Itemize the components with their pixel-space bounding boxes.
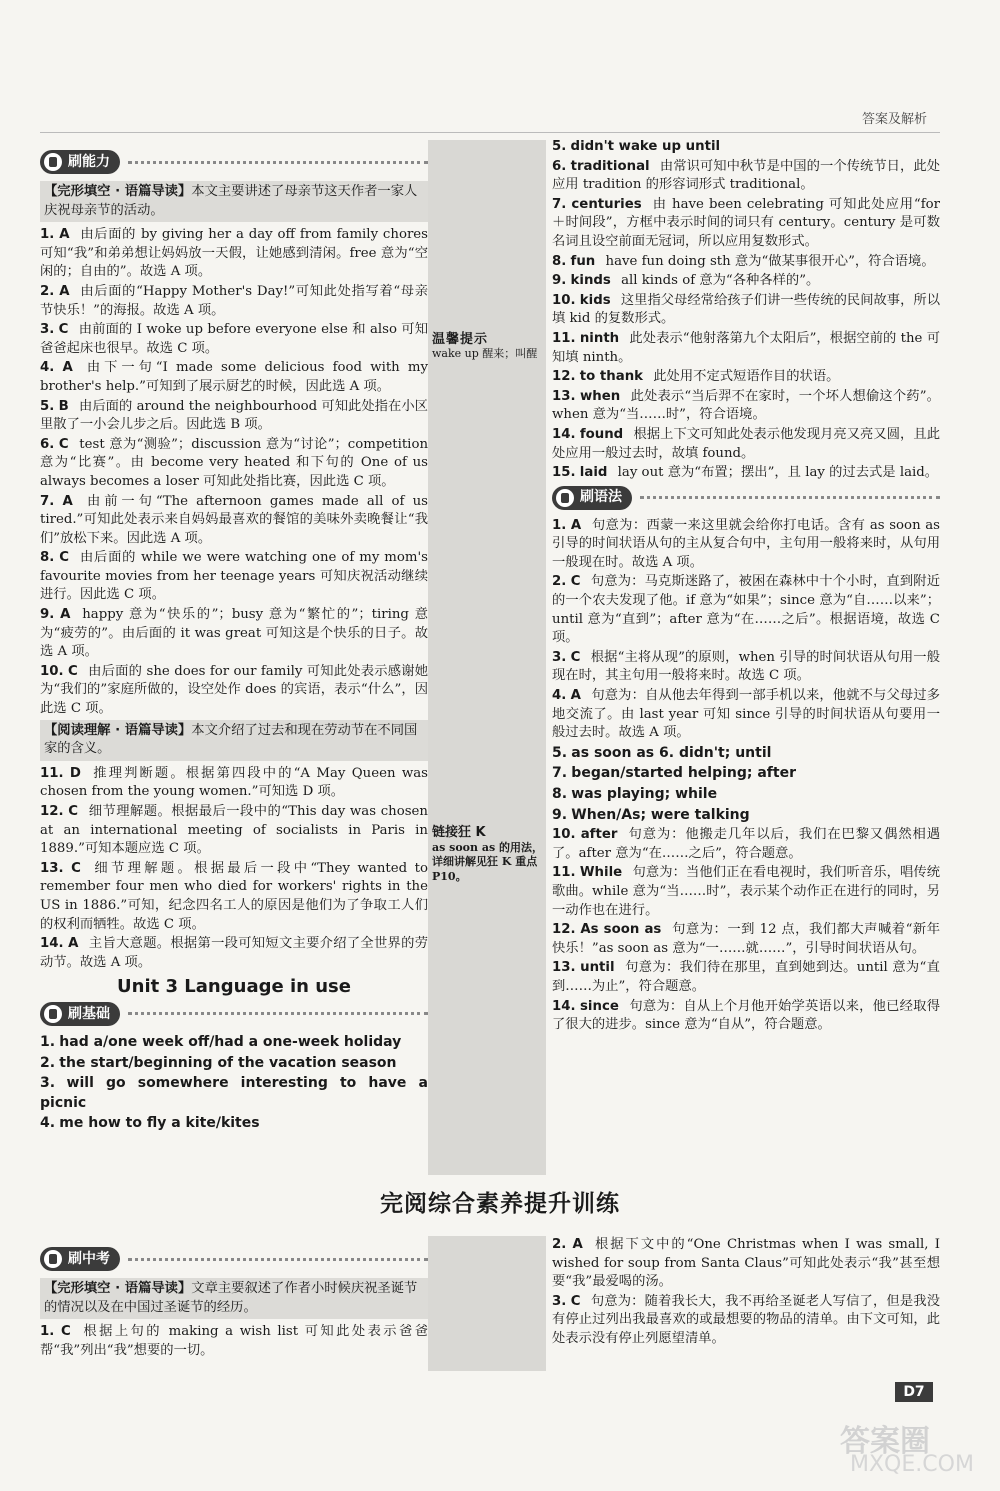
answer-item — [552, 764, 940, 784]
item-number: 11. — [552, 330, 576, 346]
item-answer: kids — [579, 292, 611, 308]
answer-item — [40, 321, 428, 358]
pen-icon — [44, 1005, 62, 1023]
item-explanation: 此处表示“当后羿不在家时，一个坏人想偷这个药”。when 意为“当……时”，符合语境。 — [552, 388, 940, 423]
item-number: 8. — [40, 550, 55, 566]
item-number: 15. — [552, 465, 576, 481]
item-answer: kinds — [570, 273, 611, 289]
item-explanation: 此处用不定式短语作目的状语。 — [653, 369, 840, 385]
item-explanation: 由下一句“I made some delicious food with my brother's help.”可知到了展示厨艺的时候，因此选 A 项。 — [40, 360, 428, 394]
item-explanation: 由后面的 she does for our family 可知此处表示感谢她为“我们的”家庭所做的，设空处作 does 的宾语，表示“什么”，因此选 C 项。 — [40, 663, 428, 717]
item-answer: C — [68, 804, 79, 819]
item-explanation: lay out 意为“布置；摆出”，且 lay 的过去式是 laid。 — [617, 465, 939, 481]
answer-item — [552, 517, 940, 573]
tag-label: 刷语法 — [580, 489, 622, 506]
item-number: 13. — [552, 960, 576, 976]
item-answer: A — [59, 283, 70, 299]
pen-icon — [556, 489, 574, 507]
item-explanation: 根据下文中的“One Christmas when I was small, I wished for soup from Santa Claus”可知此处表示“我”甚至想要“我”最爱喝的汤。 — [552, 1237, 940, 1290]
item-explanation: 由后面的“Happy Mother's Day!”可知此处指写着“母亲节快乐！”的海报。故选 A 项。 — [40, 283, 428, 318]
item-answer: didn't wake up until — [570, 139, 721, 154]
item-explanation: 由 have been celebrating 可知此处应用“for＋时间段”，方框中表示时间的词只有 century。century 是可数名词且设空前面无冠词，所以应用复数形式。 — [552, 196, 940, 249]
answer-item — [40, 549, 428, 605]
item-number: 2. — [552, 574, 567, 590]
item-answer: C — [59, 550, 70, 566]
guide-box — [40, 720, 428, 761]
bottom-right-column — [552, 1236, 940, 1350]
answer-item — [552, 1236, 940, 1292]
pen-icon — [44, 153, 62, 171]
answer-list — [40, 226, 428, 718]
tag-label: 刷基础 — [68, 1005, 110, 1022]
item-explanation: 句意为：一到 12 点，我们都大声喊着“新年快乐！”as soon as 意为“一……就……”，引导时间状语从句。 — [552, 922, 941, 956]
answer-item — [552, 464, 940, 483]
item-answer: While — [579, 865, 623, 881]
item-number: 12. — [552, 369, 576, 385]
sidebar-strip — [428, 140, 546, 1175]
answer-item — [552, 368, 940, 387]
item-explanation: 根据上句的 making a wish list 可知此处表示爸爸帮“我”列出“我”想要的一切。 — [40, 1324, 429, 1358]
watermark-url: MXQE.COM — [850, 1452, 974, 1477]
item-number: 10. — [40, 663, 64, 679]
answer-item — [552, 864, 940, 920]
answer-list — [552, 826, 940, 1035]
link-title: 链接狂 K — [432, 825, 486, 840]
item-number: 7. — [552, 765, 568, 782]
item-explanation: 由前面的 I woke up before everyone else 和 also 可知爸爸起床也很早。故选 C 项。 — [40, 322, 428, 356]
answer-item — [40, 398, 428, 435]
item-number: 13. — [40, 860, 64, 876]
item-explanation: 句意为：马克斯迷路了，被困在森林中十个小时，直到附近的一个农夫发现了他。if 意为“如果”；since 意为“自……以来”；until 意为“直到”；after 意为“在……之后”。根据语境，故选 C 项。 — [552, 574, 941, 646]
answer-item — [40, 935, 428, 972]
answer-item — [552, 1293, 940, 1349]
answer-item — [552, 138, 940, 157]
answer-item — [552, 426, 940, 463]
link-note — [432, 826, 544, 884]
watermark-logo: 答案圈 — [840, 1424, 930, 1459]
answer-list — [552, 138, 940, 483]
guide-title: 【完形填空 · 语篇导读】 — [44, 184, 192, 199]
item-explanation: test 意为“测验”；discussion 意为“讨论”；competition 意为“比赛”。由 become very heated 和下句的 One of us always becomes a loser 可知此处指比赛，因此选 C 项。 — [40, 436, 429, 489]
item-answer: A — [62, 493, 73, 509]
item-answer: C — [58, 322, 69, 338]
item-explanation: 句意为：西蒙一来这里就会给你打电话。含有 as soon as 引导的时间状语从句的主从复合句中，主句用一般将来时，从句用一般现在时。故选 A 项。 — [552, 517, 940, 570]
answer-item — [552, 158, 940, 195]
header-divider — [40, 132, 940, 133]
item-explanation: 句意为：我们待在那里，直到她到达。until 意为“直到……为止”，符合题意。 — [552, 960, 940, 994]
item-answer: centuries — [571, 196, 642, 212]
item-explanation: When/As; were talking — [571, 806, 750, 823]
item-answer: until — [580, 960, 615, 976]
item-answer: after — [580, 827, 618, 843]
item-answer: A — [60, 607, 71, 623]
answer-item — [552, 272, 940, 291]
item-number: 11. — [552, 865, 576, 881]
bottom-left-column — [40, 1244, 428, 1361]
item-answer: since — [580, 998, 619, 1014]
item-explanation: will go somewhere interesting to have a picnic — [40, 1075, 428, 1111]
item-explanation: as soon as 6. didn't; until — [571, 744, 772, 761]
item-answer: C — [570, 574, 581, 590]
answer-list — [40, 1323, 428, 1360]
item-number: 1. — [40, 227, 55, 243]
answer-list — [552, 744, 940, 825]
item-number: 6. — [552, 158, 567, 174]
item-number: 7. — [40, 493, 55, 509]
answer-item — [552, 998, 940, 1035]
answer-item — [40, 1323, 428, 1360]
guide-title: 【阅读理解 · 语篇导读】 — [44, 722, 192, 738]
item-number: 8. — [552, 253, 567, 269]
item-explanation: 这里指父母经常给孩子们讲一些传统的民间故事，所以填 kid 的复数形式。 — [552, 292, 940, 327]
item-answer: A — [570, 517, 582, 533]
answer-item — [552, 573, 940, 647]
answer-item — [40, 1074, 428, 1113]
guide-box — [40, 181, 428, 222]
item-answer: C — [67, 663, 78, 679]
item-number: 2. — [40, 1054, 56, 1071]
answer-item — [40, 1054, 428, 1074]
header-title: 答案及解析 — [862, 112, 928, 127]
item-number: 4. — [40, 360, 55, 376]
tip-title: 温馨提示 — [432, 332, 489, 347]
item-number: 1. — [40, 1324, 55, 1340]
item-explanation: 由后面的 while we were watching one of my mom's favourite movies from her teenage years 可知庆祝活动继续进行。因此选 C 项。 — [40, 550, 429, 603]
item-number: 7. — [552, 196, 567, 212]
item-number: 9. — [552, 273, 567, 289]
item-explanation: 句意为：他搬走几年以后，我们在巴黎又偶然相遇了。after 意为“在……之后”，符合题意。 — [552, 827, 941, 861]
tip-text: wake up 醒来；叫醒 — [432, 347, 538, 360]
item-number: 12. — [552, 922, 576, 938]
guide-text: 本文主要讲述了母亲节这天作者一家人庆祝母亲节的活动。 — [44, 184, 418, 218]
item-explanation: 根据“主将从现”的原则，when 引导的时间状语从句用一般现在时，其主句用一般将来时。故选 C 项。 — [552, 649, 941, 684]
item-number: 1. — [552, 517, 567, 533]
item-answer: C — [60, 1324, 71, 1340]
item-explanation: 根据上下文可知此处表示他发现月亮又亮又圆，且此处应用一般过去时，故填 found。 — [552, 426, 940, 461]
guide-text: 文章主要叙述了作者小时候庆祝圣诞节的情况以及在中国过圣诞节的经历。 — [44, 1281, 418, 1315]
answer-item — [552, 196, 940, 252]
answer-item — [40, 359, 428, 396]
item-number: 5. — [552, 139, 567, 154]
item-number: 1. — [40, 1033, 56, 1050]
item-answer: B — [58, 398, 69, 414]
answer-item — [552, 959, 940, 996]
item-explanation: 句意为：当他们正在看电视时，我们听音乐，唱传统歌曲。while 意为“当……时”，表示某个动作正在进行的同时，另一动作也在进行。 — [552, 865, 941, 918]
section-tag — [40, 1246, 428, 1272]
right-column — [552, 138, 940, 1036]
tag-label: 刷能力 — [68, 153, 110, 170]
item-number: 12. — [40, 804, 64, 819]
item-number: 8. — [552, 786, 568, 802]
item-explanation: the start/beginning of the vacation season — [59, 1054, 397, 1071]
item-answer: D — [69, 765, 81, 781]
item-explanation: 句意为：随着我长大，我不再给圣诞老人写信了，但是我没有停止过列出我最喜欢的或最想要的物品的清单。由下文可知，此处表示没有停止列愿望清单。 — [552, 1293, 941, 1346]
item-explanation: 细节理解题。根据最后一段中的“This day was chosen at an international meeting of socialists in Paris in 1889.”可知本题应选 C 项。 — [40, 804, 428, 857]
answer-item — [552, 292, 940, 329]
item-explanation: 由后面的 by giving her a day off from family chores 可知“我”和弟弟想让妈妈放一天假，让她感到清闲。free 意为“空闲的；自由的”。故选 A 项。 — [40, 227, 429, 280]
item-number: 4. — [40, 1115, 56, 1132]
item-answer: C — [71, 860, 81, 876]
answer-list — [552, 517, 940, 743]
answer-item — [40, 493, 428, 549]
answer-item — [40, 765, 428, 802]
answer-item — [552, 388, 940, 425]
item-answer: when — [579, 388, 621, 404]
pen-icon — [44, 1250, 62, 1268]
item-number: 5. — [552, 744, 568, 761]
item-explanation: 由常识可知中秋节是中国的一个传统节日，此处应用 tradition 的形容词形式 traditional。 — [552, 158, 941, 193]
guide-box — [40, 1278, 428, 1319]
item-number: 2. — [40, 283, 55, 299]
item-number: 3. — [40, 322, 55, 338]
section-tag — [40, 1001, 428, 1027]
answer-item — [552, 744, 940, 764]
item-number: 9. — [40, 607, 55, 623]
item-answer: A — [570, 688, 581, 704]
section-title: 完阅综合素养提升训练 — [380, 1191, 620, 1217]
item-explanation: 句意为：自从他去年得到一部手机以来，他就不与父母过多地交流了。由 last year 可知 since 引导的时间状语从句要用一般过去时。故选 A 项。 — [552, 688, 941, 741]
answer-list — [40, 765, 428, 973]
answer-list — [40, 1033, 428, 1134]
item-number: 10. — [552, 827, 576, 843]
item-number: 2. — [552, 1237, 567, 1252]
item-number: 3. — [552, 1293, 567, 1309]
item-number: 5. — [40, 398, 55, 414]
item-answer: As soon as — [580, 922, 662, 938]
answer-item — [40, 860, 428, 934]
item-number: 10. — [552, 292, 576, 308]
item-explanation: 句意为：自从上个月他开始学英语以来，他已经取得了很大的进步。since 意为“自从”，符合题意。 — [552, 998, 940, 1033]
answer-item — [552, 649, 940, 686]
item-answer: A — [68, 936, 79, 952]
tag-label: 刷中考 — [68, 1250, 110, 1267]
item-answer: fun — [570, 253, 596, 269]
item-answer: found — [579, 426, 624, 442]
item-answer: A — [572, 1237, 583, 1252]
item-explanation: happy 意为“快乐的”；busy 意为“繁忙的”；tiring 意为“疲劳的”。由后面的 it was great 可知这是个快乐的日子。故选 A 项。 — [40, 607, 429, 660]
item-number: 9. — [552, 806, 568, 823]
item-explanation: 主旨大意题。根据第一段可知短文主要介绍了全世界的劳动节。故选 A 项。 — [40, 936, 429, 970]
item-explanation: me how to fly a kite/kites — [59, 1115, 260, 1132]
item-explanation: have fun doing sth 意为“做某事很开心”，符合语境。 — [605, 253, 935, 269]
item-explanation: 由前一句“The afternoon games made all of us tired.”可知此处表示来自妈妈最喜欢的餐馆的美味外卖晚餐让“我们”放松下来。因此选 A 项。 — [40, 493, 428, 546]
item-explanation: had a/one week off/had a one-week holiday — [59, 1033, 402, 1050]
item-answer: laid — [579, 465, 608, 481]
item-number: 14. — [40, 936, 64, 952]
item-answer: A — [62, 360, 73, 376]
answer-item — [40, 226, 428, 282]
item-answer: to thank — [579, 369, 644, 385]
page-number: D7 — [895, 1382, 933, 1402]
item-explanation: 细节理解题。根据最后一段中“They wanted to remember four men who died for workers' rights in the US in 1886.”可知，纪念四名工人的原因是他们为了争取工人们的权利而牺牲。故选 C 项。 — [40, 860, 428, 932]
section-tag — [552, 485, 940, 511]
left-column — [40, 147, 428, 1135]
item-answer: C — [58, 436, 69, 452]
item-answer: traditional — [570, 158, 650, 174]
item-number: 14. — [552, 998, 576, 1014]
answer-item — [552, 785, 940, 805]
answer-item — [552, 826, 940, 863]
item-number: 6. — [40, 436, 55, 452]
item-answer: A — [59, 227, 70, 243]
answer-item — [40, 663, 428, 719]
answer-item — [40, 1114, 428, 1134]
answer-item — [40, 606, 428, 662]
answer-item — [40, 283, 428, 320]
item-number: 14. — [552, 426, 576, 442]
link-text: as soon as 的用法，详细讲解见狂 K 重点 P10。 — [432, 840, 543, 883]
item-answer: C — [570, 649, 581, 665]
item-explanation: 推理判断题。根据第四段中的“A May Queen was chosen from the young women.”可知选 D 项。 — [40, 765, 428, 800]
item-number: 11. — [40, 765, 64, 781]
item-explanation: was playing; while — [571, 786, 718, 802]
answer-item — [552, 253, 940, 272]
item-number: 3. — [552, 649, 567, 665]
item-explanation: 此处表示“他射落第九个太阳后”，根据空前的 the 可知填 ninth。 — [552, 330, 940, 365]
item-answer: C — [570, 1293, 581, 1309]
item-number: 4. — [552, 688, 567, 704]
item-answer: ninth — [579, 330, 620, 346]
answer-item — [552, 330, 940, 367]
answer-list — [552, 1236, 940, 1349]
answer-item — [552, 806, 940, 826]
answer-item — [40, 1033, 428, 1053]
item-explanation: 由后面的 around the neighbourhood 可知此处指在小区里散了一小会儿步之后。因此选 B 项。 — [40, 398, 428, 433]
section-tag — [40, 149, 428, 175]
answer-item — [552, 687, 940, 743]
item-explanation: all kinds of 意为“各种各样的”。 — [621, 273, 820, 289]
answer-item — [552, 921, 940, 958]
answer-item — [40, 436, 428, 492]
item-number: 13. — [552, 388, 576, 404]
unit-title: Unit 3 Language in use — [117, 976, 351, 998]
sidebar-strip-bottom — [428, 1236, 546, 1371]
item-explanation: began/started helping; after — [571, 765, 796, 782]
guide-text: 本文介绍了过去和现在劳动节在不同国家的含义。 — [44, 722, 418, 757]
guide-title: 【完形填空 · 语篇导读】 — [44, 1281, 192, 1296]
answer-item — [40, 803, 428, 859]
item-number: 3. — [40, 1075, 56, 1092]
tip-note — [432, 333, 544, 361]
